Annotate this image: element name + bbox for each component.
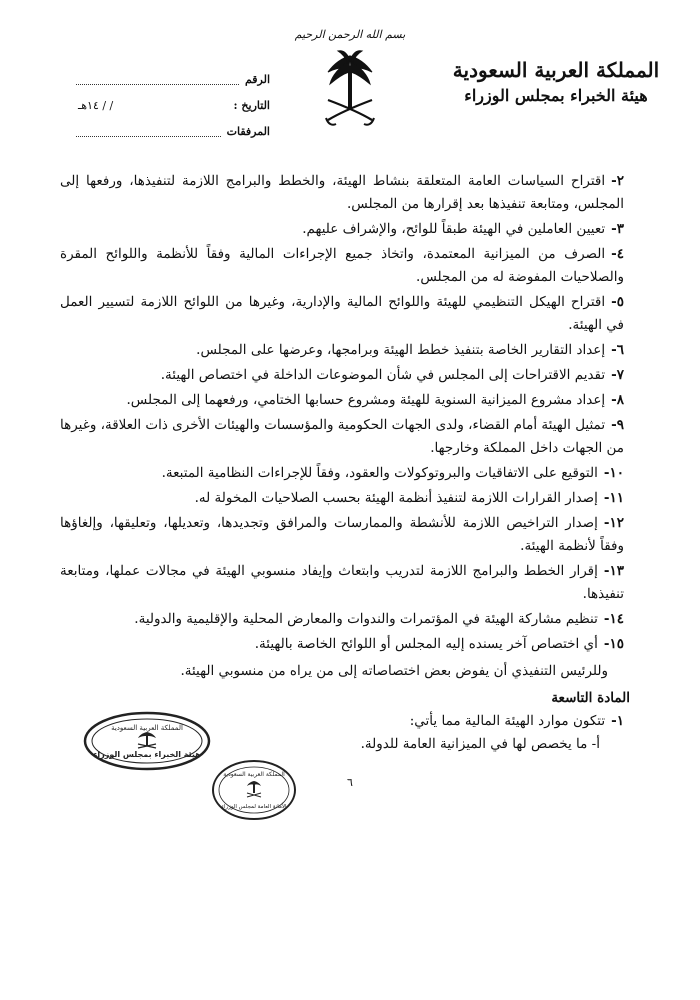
list-item: ١٤-تنظيم مشاركة الهيئة في المؤتمرات والندوات والمعارض المحلية والإقليمية والدولية. <box>134 611 624 627</box>
basmala: بسم الله الرحمن الرحيم <box>294 28 406 41</box>
list-item: ١٢-إصدار التراخيص اللازمة للأنشطة والممارسات والمرافق وتجديدها، وتعديلها، وتعليقها، وإلغاؤها وفقاً لأنظمة الهيئة. <box>60 515 624 554</box>
page-number: ٦ <box>347 776 353 789</box>
list-item: ٣-تعيين العاملين في الهيئة طبقاً للوائح، والإشراف عليهم. <box>302 221 624 237</box>
oval-seal-stamp <box>82 710 212 772</box>
list-item: ٢-اقتراح السياسات العامة المتعلقة بنشاط الهيئة، والخطط والبرامج اللازمة لتنفيذها، ورفعها إلى المجلس، ومتابعة تنفيذها بعد إقرارها من المجلس. <box>60 173 624 212</box>
list-item: ٤-الصرف من الميزانية المعتمدة، واتخاذ جميع الإجراءات المالية وفقاً للأنظمة واللوائح المقرة والصلاحيات المفوضة له من المجلس. <box>60 246 624 285</box>
list-item: ٦-إعداد التقارير الخاصة بتنفيذ خطط الهيئة وبرامجها، وعرضها على المجلس. <box>196 342 624 358</box>
list-item: ٨-إعداد مشروع الميزانية السنوية للهيئة ومشروع حسابها الختامي، ورفعهما إلى المجلس. <box>126 392 624 408</box>
round-stamp-top-text: المملكة العربية السعودية <box>223 771 285 778</box>
oval-stamp-bottom-text: هيئة الخبراء بمجلس الوزراء <box>93 750 201 759</box>
reference-block <box>70 66 270 144</box>
stamp-emblem-icon <box>138 732 156 748</box>
document-body <box>60 170 630 756</box>
number-row <box>70 66 270 92</box>
list-item: ٥-اقتراح الهيكل التنظيمي للهيئة واللوائح المالية والإدارية، وغيرها من اللوائح اللازمة لتسيير العمل في الهيئة. <box>60 294 624 333</box>
list-item: ١٠-التوقيع على الاتفاقيات والبروتوكولات والعقود، وفقاً للإجراءات النظامية المتبعة. <box>161 465 624 481</box>
list-item: ١٣-إقرار الخطط والبرامج اللازمة لتدريب وابتعاث وإيفاد منسوبي الهيئة في مجالات عملها، ومتابعة تنفيذها. <box>60 563 624 602</box>
stamp-emblem-icon <box>247 781 261 797</box>
list-item: ٩-تمثيل الهيئة أمام القضاء، ولدى الجهات الحكومية والمؤسسات والهيئات الأخرى ذات العلاقة، وغيرها من الجهات داخل المملكة وخارجها. <box>60 417 624 456</box>
article-subitem: أ- ما يخصص لها في الميزانية العامة للدولة. <box>360 736 600 752</box>
attachments-line <box>76 126 221 137</box>
closing-paragraph: وللرئيس التنفيذي أن يفوض بعض اختصاصاته إلى من يراه من منسوبي الهيئة. <box>180 663 608 679</box>
article-heading: المادة التاسعة <box>551 690 630 706</box>
date-label: التاريخ : <box>233 98 270 112</box>
council-title: هيئة الخبراء بمجلس الوزراء <box>464 86 648 105</box>
palm-swords-emblem-icon <box>322 48 378 138</box>
round-seal-stamp <box>210 758 298 822</box>
list-item: ١٥-أي اختصاص آخر يسنده إليه المجلس أو اللوائح الخاصة بالهيئة. <box>254 636 624 652</box>
list-item: ٧-تقديم الاقتراحات إلى المجلس في شأن الموضوعات الداخلة في اختصاص الهيئة. <box>160 367 624 383</box>
attachments-row <box>70 118 270 144</box>
date-row <box>70 92 270 118</box>
number-label: الرقم <box>244 72 270 86</box>
oval-stamp-top-text: المملكة العربية السعودية <box>111 724 183 732</box>
number-line <box>76 74 239 85</box>
kingdom-title: المملكة العربية السعودية <box>452 58 660 82</box>
date-value: / / ١٤هـ <box>78 98 114 112</box>
attachments-label: المرفقات <box>226 124 270 138</box>
list-item: ١١-إصدار القرارات اللازمة لتنفيذ أنظمة الهيئة بحسب الصلاحيات المخولة له. <box>194 490 624 506</box>
round-stamp-bottom-text: الأمانة العامة لمجلس الوزراء <box>221 804 287 810</box>
article-item: ١-تتكون موارد الهيئة المالية مما يأتي: <box>409 713 624 729</box>
